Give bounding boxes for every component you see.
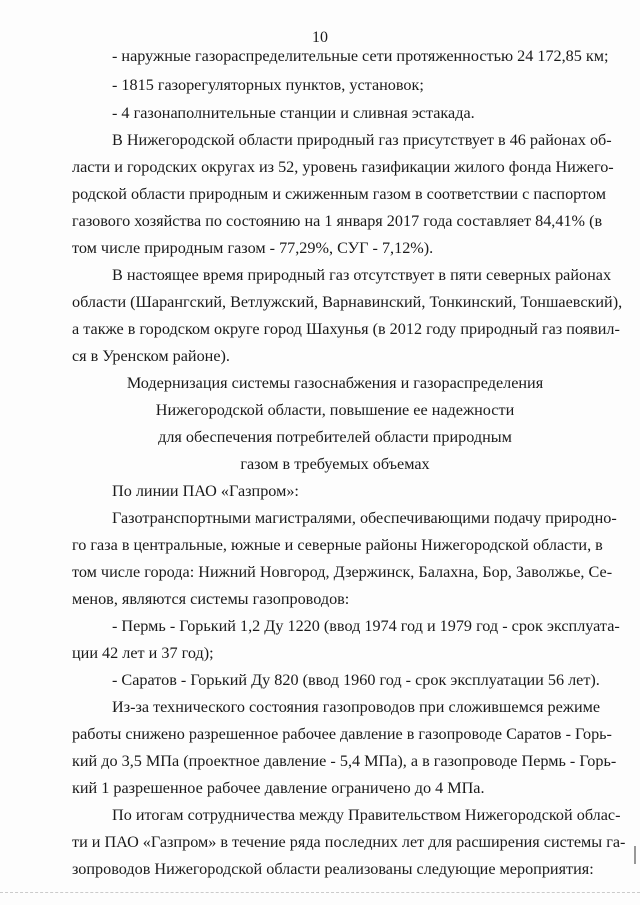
list-item-gas-networks: - наружные газораспределительные сети протяженностью 24 172,85 км;: [112, 47, 609, 65]
paragraph-pipelines-line-4: менов, являются системы газопроводов:: [72, 590, 350, 608]
paragraph-pipelines-line-1: Газотранспортными магистралями, обеспечивающими подачу природно-: [112, 509, 617, 527]
paragraph-gasification-line-1: В Нижегородской области природный газ присутствует в 46 районах об-: [112, 131, 612, 149]
list-item-regulator-points: - 1815 газорегуляторных пунктов, установок;: [112, 76, 424, 94]
section-heading-line-1: Модернизация системы газоснабжения и газораспределения: [126, 374, 544, 392]
paragraph-pressure-line-3: кий до 3,5 МПа (проектное давление - 5,4 МПа), а в газопроводе Пермь - Горь-: [72, 752, 617, 770]
paragraph-pressure-line-1: Из-за технического состояния газопроводов при сложившемся режиме: [112, 698, 601, 716]
paragraph-gasification-line-4: газового хозяйства по состоянию на 1 января 2017 года составляет 84,41% (в: [72, 212, 603, 230]
paragraph-gasification-line-2: ласти и городских округах из 52, уровень газификации жилого фонда Нижего-: [72, 158, 614, 176]
list-item-perm-gorky-line-1: - Пермь - Горький 1,2 Ду 1220 (ввод 1974 год и 1979 год - срок эксплуата-: [112, 617, 620, 635]
paragraph-districts-line-1: В настоящее время природный газ отсутствует в пяти северных районах: [112, 266, 612, 284]
paragraph-pressure-line-2: работы снижено разрешенное рабочее давление в газопроводе Саратов - Горь-: [72, 725, 612, 743]
paragraph-districts-line-3: а также в городском округе город Шахунья (в 2012 году природный газ появил-: [72, 320, 620, 338]
section-heading-line-3: для обеспечения потребителей области природным: [158, 428, 512, 446]
scan-artifact: [634, 846, 636, 864]
list-item-perm-gorky-line-2: ции 42 лет и 37 год);: [72, 644, 214, 662]
paragraph-pipelines-line-3: том числе города: Нижний Новгород, Дзержинск, Балахна, Бор, Заволжье, Се-: [72, 563, 613, 581]
scan-edge-line: [0, 892, 640, 893]
paragraph-districts-line-4: ся в Уренском районе).: [72, 347, 230, 365]
paragraph-cooperation-line-1: По итогам сотрудничества между Правительством Нижегородской облас-: [112, 806, 621, 824]
paragraph-cooperation-line-3: зопроводов Нижегородской области реализованы следующие мероприятия:: [72, 860, 594, 878]
paragraph-pipelines-line-2: го газа в центральные, южные и северные районы Нижегородской области, в: [72, 536, 603, 554]
paragraph-gasification-line-3: родской области природным и сжиженным газом в соответствии с паспортом: [72, 185, 606, 203]
list-item-saratov-gorky: - Саратов - Горький Ду 820 (ввод 1960 год - срок эксплуатации 56 лет).: [112, 671, 600, 689]
paragraph-gasification-line-5: том числе природным газом - 77,29%, СУГ - 7,12%).: [72, 239, 434, 257]
section-heading-line-2: Нижегородской области, повышение ее надежности: [155, 401, 515, 419]
section-heading-line-4: газом в требуемых объемах: [240, 455, 430, 473]
paragraph-cooperation-line-2: ти и ПАО «Газпром» в течение ряда последних лет для расширения системы га-: [72, 833, 626, 851]
page-number: 10: [312, 29, 328, 46]
list-item-filling-stations: - 4 газонаполнительные станции и сливная эстакада.: [112, 104, 475, 122]
paragraph-pressure-line-4: кий 1 разрешенное рабочее давление ограничено до 4 МПа.: [72, 779, 485, 797]
paragraph-districts-line-2: области (Шарангский, Ветлужский, Варнавинский, Тонкинский, Тоншаевский),: [72, 293, 623, 311]
paragraph-gazprom-intro: По линии ПАО «Газпром»:: [112, 482, 299, 500]
